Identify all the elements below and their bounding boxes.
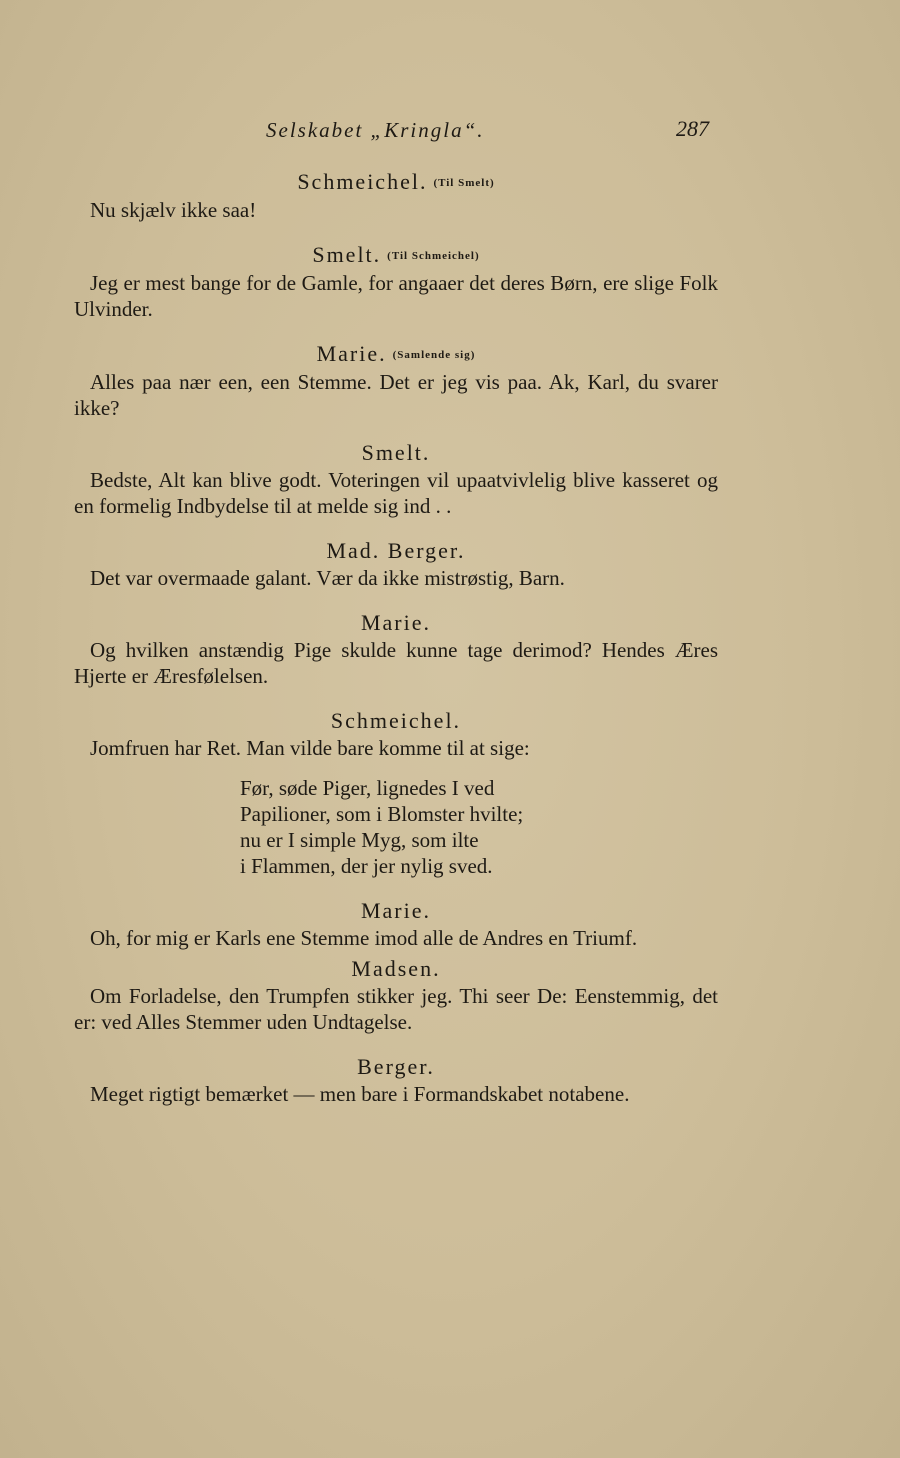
dialogue-block xyxy=(74,955,718,1035)
speaker-name: Smelt. (Til Schmeichel) xyxy=(312,242,480,267)
speech-text: Det var overmaade galant. Vær da ikke mistrøstig, Barn. xyxy=(90,566,565,590)
page-body xyxy=(74,168,718,1125)
verse-line: Før, søde Piger, lignedes I ved xyxy=(240,776,495,800)
speech-text: Meget rigtigt bemærket — men bare i Formandskabet notabene. xyxy=(90,1082,630,1106)
speaker-name: Madsen. xyxy=(351,956,441,981)
stage-direction: (Til Schmeichel) xyxy=(387,250,480,262)
speaker-name: Marie. (Samlende sig) xyxy=(316,341,476,366)
dialogue-block xyxy=(74,439,718,519)
speech-text: Jeg er mest bange for de Gamle, for angaaer det deres Børn, ere slige Folk Ulvinder. xyxy=(74,271,718,321)
dialogue-block xyxy=(74,241,718,322)
dialogue-block xyxy=(74,707,718,879)
dialogue-block xyxy=(74,537,718,591)
dialogue-block xyxy=(74,1053,718,1107)
verse-line: Papilioner, som i Blomster hvilte; xyxy=(240,802,524,826)
speech-text: Og hvilken anstændig Pige skulde kunne tage derimod? Hendes Æres Hjerte er Æresfølelsen. xyxy=(74,638,718,688)
dialogue-block xyxy=(74,897,718,951)
speech-text: Jomfruen har Ret. Man vilde bare komme til at sige: xyxy=(90,736,530,760)
verse-line: nu er I simple Myg, som ilte xyxy=(240,828,479,852)
speech-text: Alles paa nær een, een Stemme. Det er jeg vis paa. Ak, Karl, du svarer ikke? xyxy=(74,370,718,420)
speech-text: Om Forladelse, den Trumpfen stikker jeg. Thi seer De: Eenstemmig, det er: ved Alles Stemmer uden Undtagelse. xyxy=(74,984,718,1034)
stage-direction: (Til Smelt) xyxy=(433,177,495,189)
stage-direction: (Samlende sig) xyxy=(392,349,476,361)
dialogue-block xyxy=(74,609,718,689)
speaker-name: Smelt. xyxy=(361,440,431,465)
speech-text: Nu skjælv ikke saa! xyxy=(90,198,257,222)
speech-text: Bedste, Alt kan blive godt. Voteringen vil upaatvivlelig blive kasseret og en formelig Indbydelse til at melde sig ind . . xyxy=(74,468,718,518)
verse-line: i Flammen, der jer nylig sved. xyxy=(240,854,493,878)
running-title: Selskabet „Kringla“. xyxy=(266,118,485,142)
speaker-name: Schmeichel. xyxy=(330,708,462,733)
speaker-name: Berger. xyxy=(357,1054,435,1079)
dialogue-block xyxy=(74,340,718,421)
page-header xyxy=(0,114,900,150)
speaker-name: Mad. Berger. xyxy=(326,538,466,563)
verse-quote xyxy=(240,775,718,879)
speaker-name: Marie. xyxy=(360,610,432,635)
speaker-name: Marie. xyxy=(360,898,432,923)
page-number: 287 xyxy=(676,116,709,141)
dialogue-block xyxy=(74,168,718,223)
speech-text: Oh, for mig er Karls ene Stemme imod alle de Andres en Triumf. xyxy=(90,926,638,950)
speaker-name: Schmeichel. (Til Smelt) xyxy=(297,169,495,194)
